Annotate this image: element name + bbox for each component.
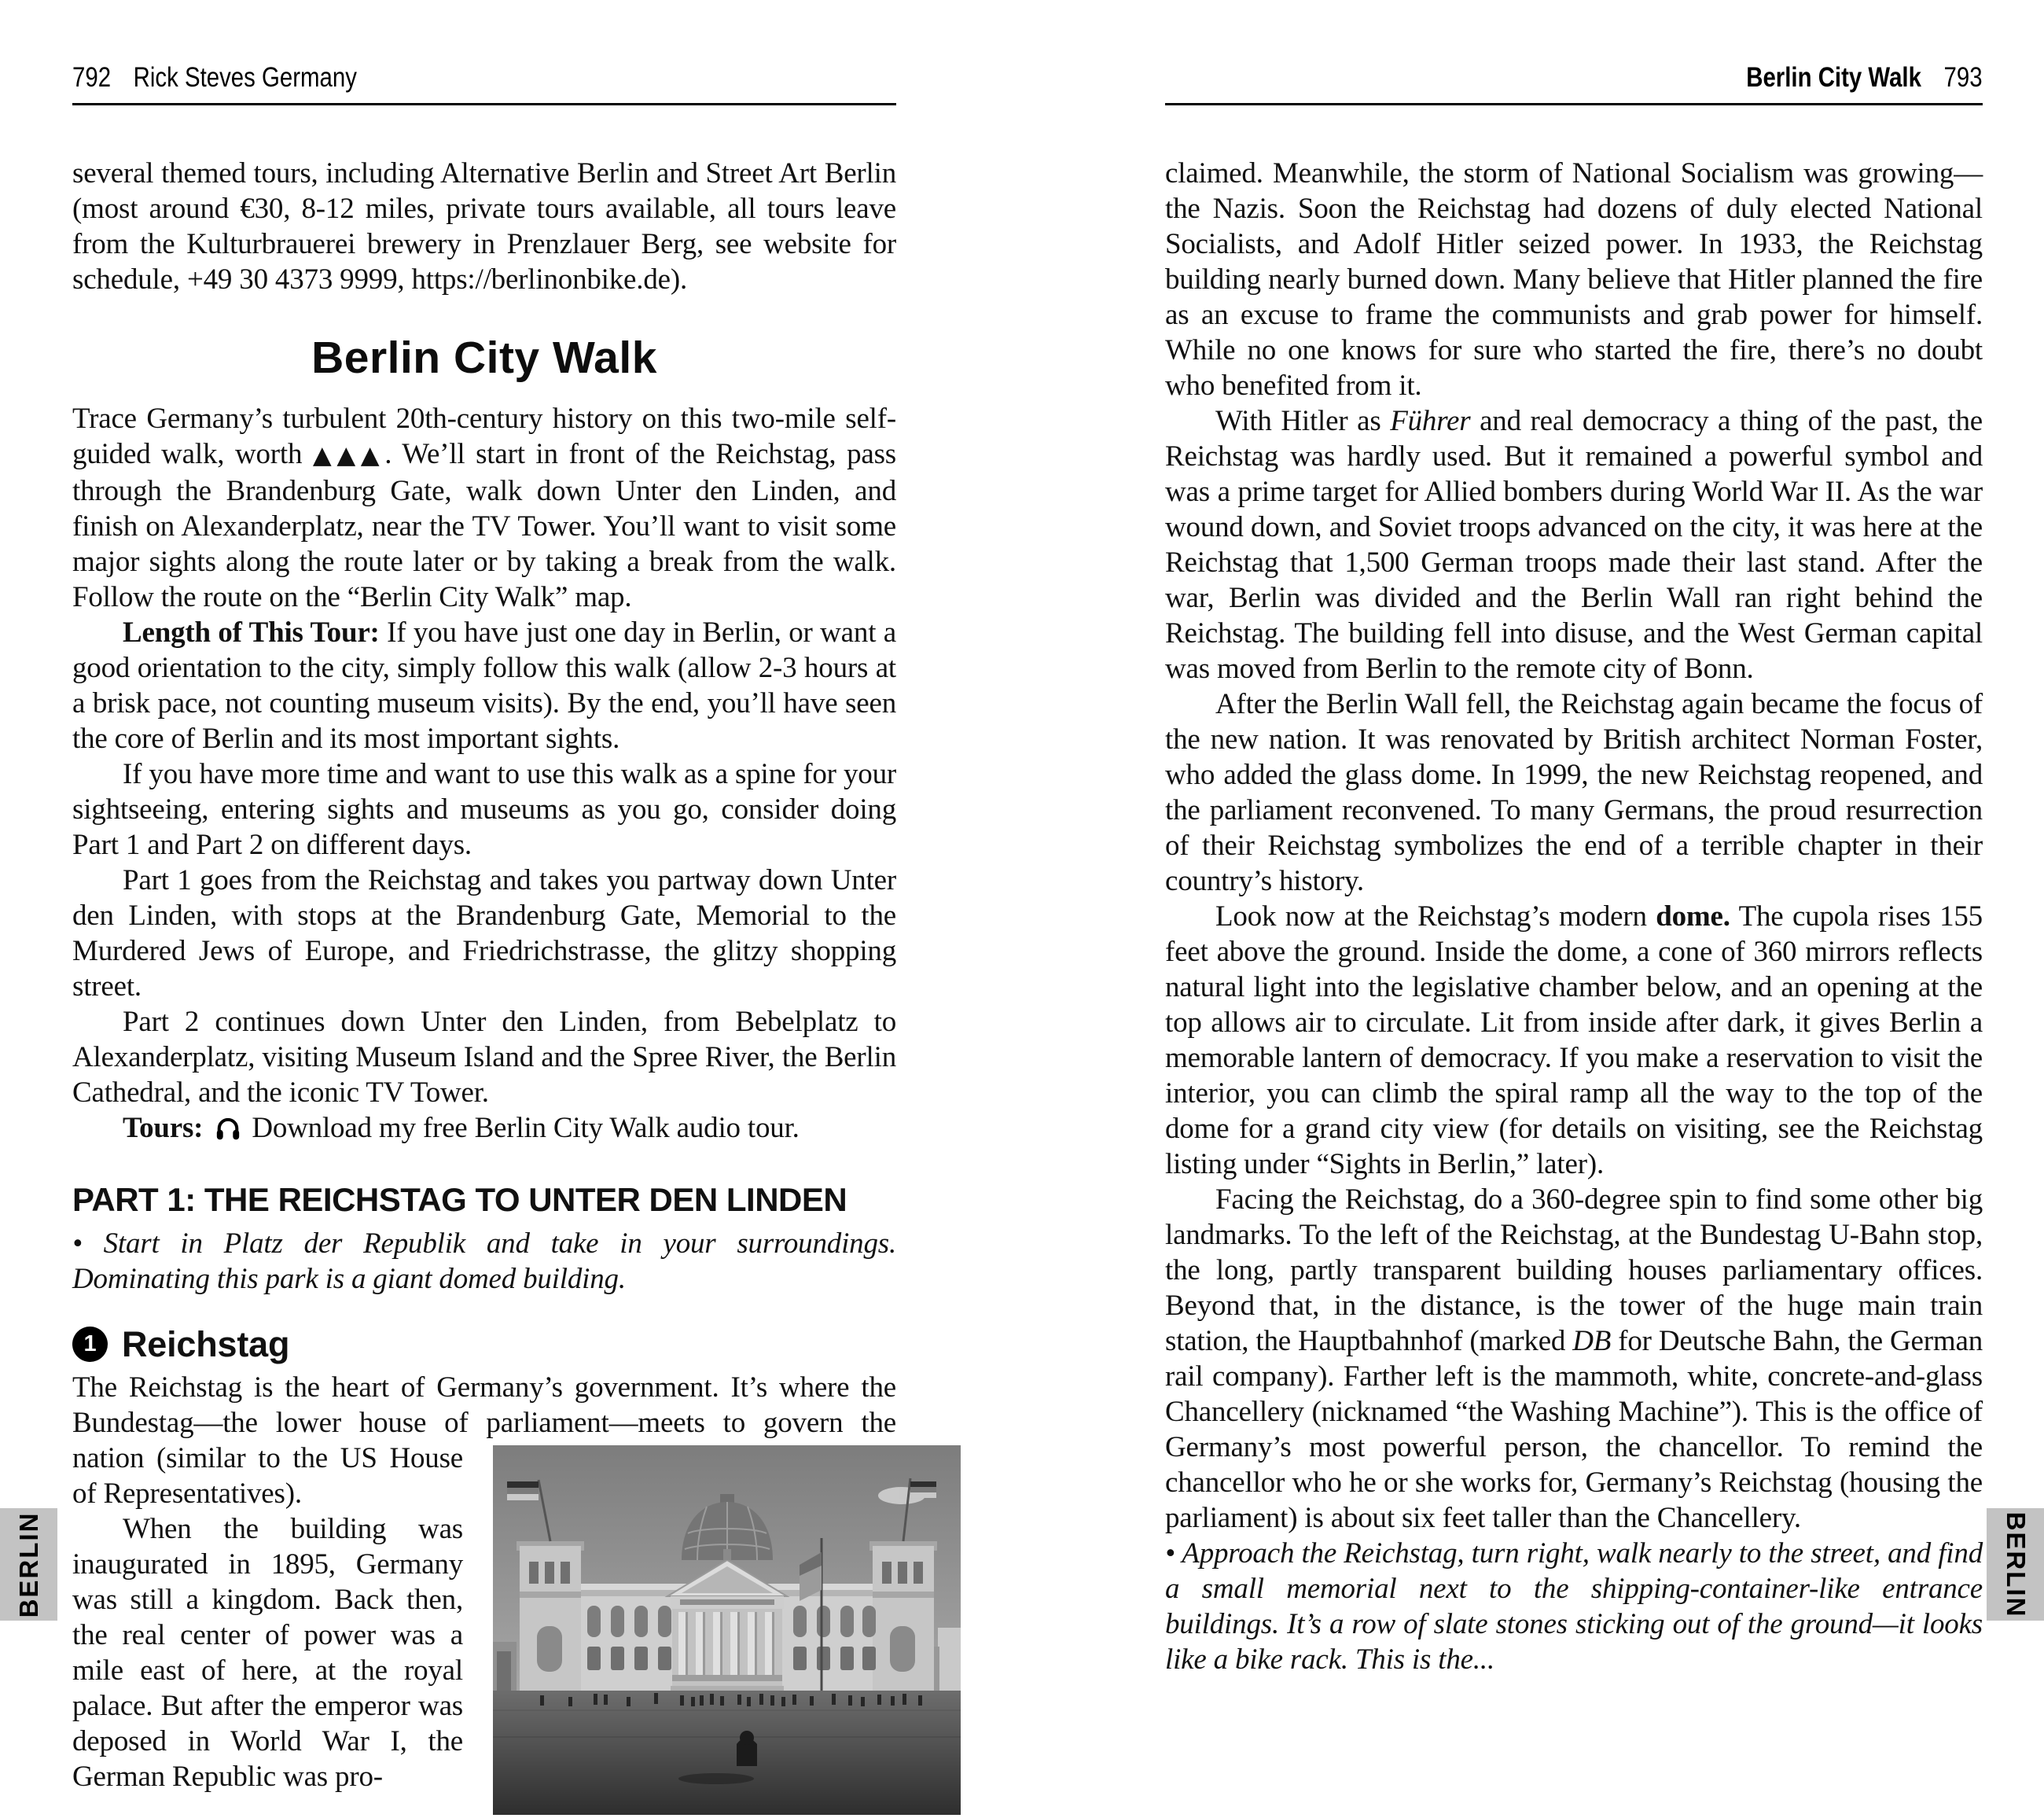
rating-triangles-icon: ▲▲▲ bbox=[312, 441, 385, 469]
paragraph-text: and real democracy a thing of the past, the Reichstag was hardly used. But it remained a powerful symbol and was a prime target for Allied bombers during World War II. As the war wound down, and Soviet troops advanced on the city, it was here at the Reichstag that 1,500 German troops made their last stand. After the war, Berlin was divided and the Berlin Wall ran right behind the Reichstag. The building fell into disuse, and the West German capital was moved from Berlin to the remote city of Bonn. bbox=[1165, 405, 1983, 685]
left-page-header bbox=[72, 46, 896, 105]
continuation-paragraph: claimed. Meanwhile, the storm of National Socialism was growing—the Nazis. Soon the Reichstag had dozens of duly elected National Socialists, and Adolf Hitler seized power. In 1933, the Reichstag building nearly burned down. Many believe that Hitler planned the fire as an excuse to frame the communists and grab power for himself. While no one knows for sure who started the fire, there’s no doubt who benefited from it. bbox=[1165, 157, 1983, 402]
intro-continuation-paragraph: several themed tours, including Alternative Berlin and Street Art Berlin (most around €30, 8-12 miles, private tours available, all tours leave from the Kulturbrauerei brewery in Prenzlauer Berg, see website for schedule, +49 30 4373 9999, https://berlinonbike.de). bbox=[72, 157, 896, 296]
headphones-icon bbox=[214, 1113, 242, 1142]
more-time-paragraph: If you have more time and want to use this walk as a spine for your sightseeing, entering sights and museums as you go, consider doing Part 1 and Part 2 on different days. bbox=[72, 758, 896, 861]
dome-bold: dome. bbox=[1656, 900, 1730, 933]
paragraph-text: Download my free Berlin City Walk audio tour. bbox=[252, 1112, 800, 1144]
paragraph-text: Trace Germany’s turbulent 20th-century history on this two-mile self-guided walk, worth bbox=[72, 403, 896, 470]
right-body-copy bbox=[1165, 156, 1983, 1677]
left-page bbox=[72, 46, 896, 1818]
paragraph-text: nation (similar to the US House of Representatives). bbox=[72, 1442, 463, 1510]
wall-fell-paragraph: After the Berlin Wall fell, the Reichstag again became the focus of the new nation. It was renovated by British architect Norman Foster, who added the glass dome. In 1999, the new Reichstag reopened, and the parliament reconvened. To many Germans, the proud resurrection of their Reichstag symbolizes the end of a terrible chapter in their country’s history. bbox=[1165, 688, 1983, 897]
tours-paragraph bbox=[72, 1110, 896, 1146]
left-running-head bbox=[72, 62, 357, 94]
paragraph-text: The cupola rises 155 feet above the ground. Inside the dome, a cone of 360 mirrors reflects natural light into the legislative chamber below, and an opening at the top allows air to circulate. Lit from inside after dark, it gives Berlin a memorable lantern of democracy. If you make a reservation to visit the interior, you can climb the spiral ramp all the way to the top of the dome for a grand city view (for details on visiting, see the Reichstag listing under “Sights in Berlin,” later). bbox=[1165, 900, 1983, 1180]
landmarks-paragraph bbox=[1165, 1182, 1983, 1536]
hitler-paragraph bbox=[1165, 403, 1983, 686]
walk-overview-paragraph bbox=[72, 401, 896, 615]
db-italic: DB bbox=[1572, 1325, 1612, 1357]
reichstag-photo-graphic bbox=[493, 1445, 961, 1815]
right-header-title: Berlin City Walk bbox=[1746, 62, 1922, 93]
dome-paragraph bbox=[1165, 899, 1983, 1182]
section-title: Berlin City Walk bbox=[311, 333, 657, 383]
paragraph-text: With Hitler as bbox=[1215, 405, 1391, 437]
paragraph-text: The Reichstag is the heart of Germany’s government. It’s where the Bundestag—the lower house of parliament—meets to govern the bbox=[72, 1371, 896, 1439]
right-running-head bbox=[1747, 62, 1983, 94]
berlin-tab-label: BERLIN bbox=[13, 1511, 43, 1617]
reichstag-paragraph-2: When the building was inaugurated in 1895, Germany was still a kingdom. Back then, the real center of power was a mile east of here, at the royal palace. But after the emperor was deposed in World War I, the German Republic was pro- bbox=[72, 1513, 463, 1793]
paragraph-text: If you have just one day in Berlin, or want a good orientation to the city, simply follow this walk (allow 2-3 hours at a brisk pace, not counting museum visits). By the end, you’ll have seen the core of Berlin and its most important sights. bbox=[72, 616, 896, 755]
right-page-number: 793 bbox=[1943, 62, 1983, 93]
left-page-number: 792 bbox=[72, 62, 112, 93]
paragraph-text: Look now at the Reichstag’s modern bbox=[1215, 900, 1656, 933]
reichstag-paragraph-1 bbox=[72, 1370, 896, 1511]
stop1-title: Reichstag bbox=[122, 1324, 290, 1364]
stop1-heading bbox=[72, 1324, 896, 1364]
left-body-copy bbox=[72, 156, 896, 1794]
paragraph-text: for Deutsche Bahn, the German rail company). Farther left is the mammoth, white, concrete-and-glass Chancellery (nicknamed “the Washing Machine”). This is the office of Germany’s most powerful person, the chancellor. To remind the chancellor who he or she works for, Germany’s Reichstag (housing the parliament) is about six feet taller than the Chancellery. bbox=[1165, 1325, 1983, 1534]
length-paragraph bbox=[72, 615, 896, 756]
berlin-tab-left bbox=[0, 1508, 57, 1621]
direction-note: • Start in Platz der Republik and take in your surroundings. Dominating this park is a giant domed building. bbox=[72, 1227, 896, 1295]
left-header-title: Rick Steves Germany bbox=[133, 62, 357, 93]
paragraph-text: . We’ll start in front of the Reichstag, pass through the Brandenburg Gate, walk down Unter den Linden, and finish on Alexanderplatz, near the TV Tower. You’ll want to visit some major sights along the route later or by taking a break from the walk. Follow the route on the “Berlin City Walk” map. bbox=[72, 438, 896, 613]
part1-overview-paragraph: Part 1 goes from the Reichstag and takes you partway down Unter den Linden, with stops at the Brandenburg Gate, Memorial to the Murdered Jews of Europe, and Friedrichstrasse, the glitzy shopping street. bbox=[72, 864, 896, 1003]
berlin-tab-label: BERLIN bbox=[2001, 1511, 2031, 1617]
direction-note: • Approach the Reichstag, turn right, walk nearly to the street, and find a small memorial next to the shipping-container-like entrance buildings. It’s a row of slate stones sticking out of the ground—it looks like a bike rack. This is the... bbox=[1165, 1537, 1983, 1676]
part2-overview-paragraph: Part 2 continues down Unter den Linden, from Bebelplatz to Alexanderplatz, visiting Museum Island and the Spree River, the Berlin Cathedral, and the iconic TV Tower. bbox=[72, 1006, 896, 1109]
berlin-tab-right bbox=[1987, 1508, 2044, 1621]
stop-number-badge: 1 bbox=[72, 1327, 108, 1362]
reichstag-photo bbox=[493, 1445, 961, 1815]
paragraph-text: Facing the Reichstag, do a 360-degree spin to find some other big landmarks. To the left of the Reichstag, at the Bundestag U-Bahn stop, the long, partly transparent building houses parliamentary offices. Beyond that, in the distance, is the tower of the huge main train station, the Hauptbahnhof (marked bbox=[1165, 1183, 1983, 1357]
fuhrer-italic: Führer bbox=[1390, 405, 1471, 437]
tours-lead-label: Tours: bbox=[123, 1112, 204, 1144]
right-page bbox=[1165, 46, 1983, 1677]
right-page-header bbox=[1165, 46, 1983, 105]
part1-heading: PART 1: THE REICHSTAG TO UNTER DEN LINDEN bbox=[72, 1181, 847, 1218]
length-lead-label: Length of This Tour: bbox=[123, 616, 380, 649]
